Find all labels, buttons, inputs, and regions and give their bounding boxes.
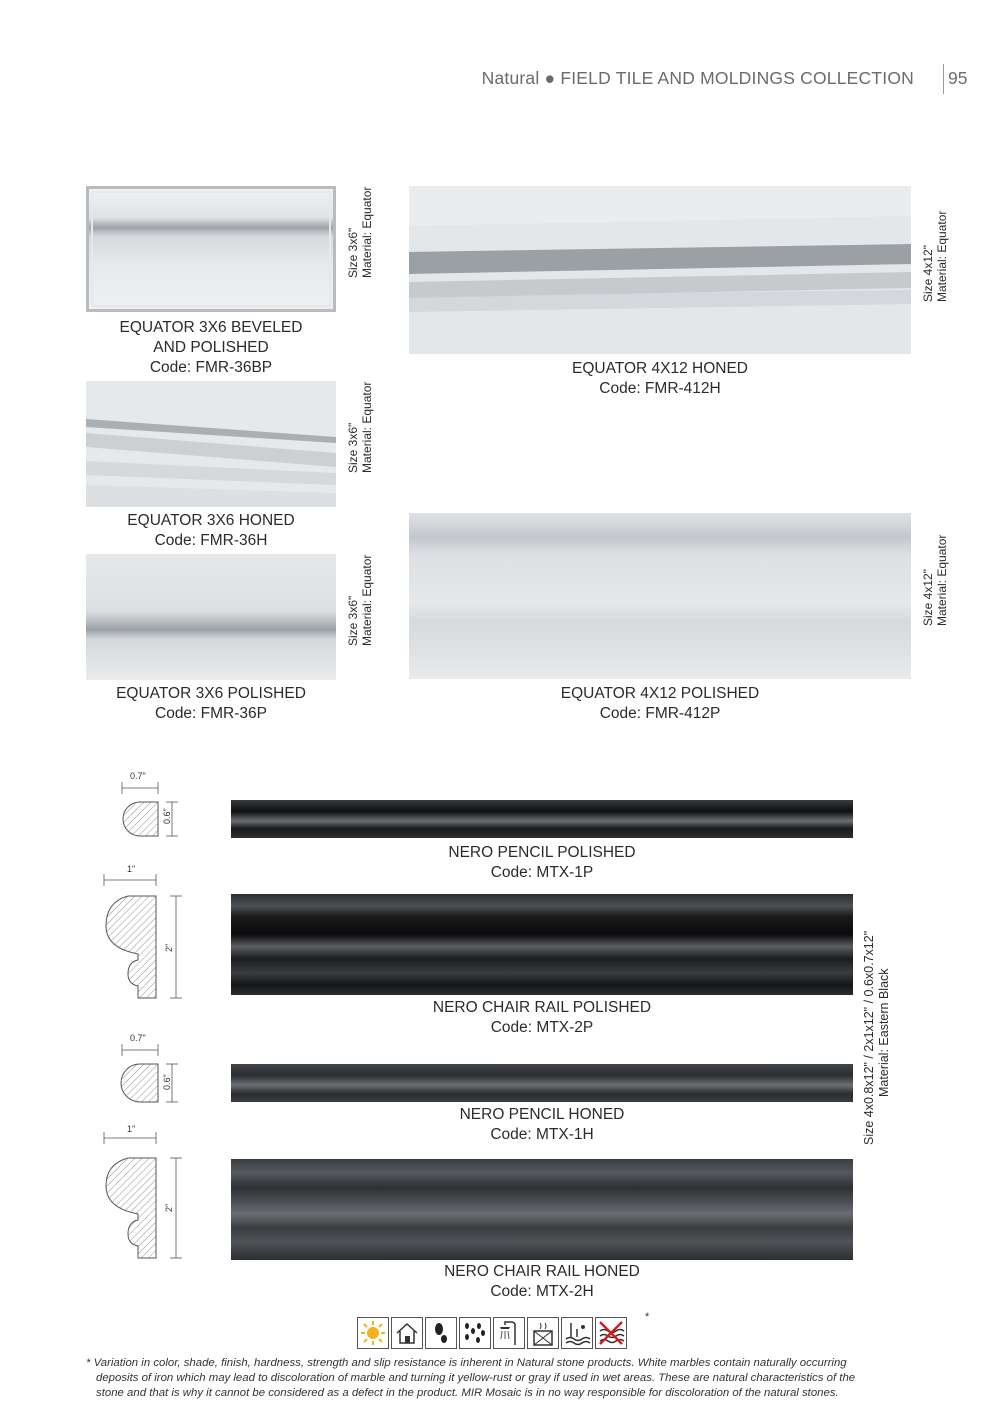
pencil-profile-drawing xyxy=(112,770,188,848)
height-dimension: 0.6" xyxy=(162,808,172,824)
tile-name: EQUATOR 3X6 POLISHED xyxy=(116,685,306,702)
header-divider xyxy=(943,64,944,94)
footnote-line: deposits of iron which may lead to discoloration of marble and turning it yellow-rust or gray if used in wet areas. These are natural characteristics of the xyxy=(96,1372,856,1384)
tile-size: Size 3x6" xyxy=(346,227,360,278)
height-dimension: 2" xyxy=(164,943,174,952)
molding-name: NERO CHAIR RAIL POLISHED xyxy=(432,999,652,1016)
tile-material: Material: Equator xyxy=(360,186,374,278)
molding-caption-mtx-2p xyxy=(231,998,853,1038)
tile-name: EQUATOR 4X12 HONED xyxy=(571,360,748,377)
tile-code: Code: FMR-412P xyxy=(599,705,721,722)
tile-size: Size 4x12" xyxy=(921,569,935,626)
height-dimension: 0.6" xyxy=(162,1074,172,1090)
tile-image-fmr-412p xyxy=(409,513,911,679)
moldings-size: Size 4x0.8x12" / 2x1x12" / 0.6x0.7x12" xyxy=(862,930,876,1145)
width-dimension: 1" xyxy=(127,1124,136,1134)
molding-caption-mtx-1p xyxy=(231,843,853,883)
tile-spec-fmr-36h xyxy=(346,382,374,473)
page-number: 95 xyxy=(948,68,968,88)
tile-code: Code: FMR-36H xyxy=(154,532,268,549)
width-dimension: 0.7" xyxy=(130,771,146,781)
shower-icon xyxy=(493,1317,525,1349)
no-waterline-icon xyxy=(595,1317,627,1349)
steam-room-icon xyxy=(527,1317,559,1349)
pencil-profile-drawing xyxy=(112,1032,188,1110)
molding-name: NERO PENCIL POLISHED xyxy=(448,844,636,861)
tile-caption-fmr-36p xyxy=(86,684,336,724)
molding-caption-mtx-1h xyxy=(231,1105,853,1145)
tile-code: Code: FMR-36P xyxy=(155,705,267,722)
footprint-icon xyxy=(425,1317,457,1349)
footnote-line: * Variation in color, shade, finish, hardness, strength and slip resistance is inherent in Natural stone products. White marbles contain naturally occurring xyxy=(86,1357,847,1369)
tile-size: Size 4x12" xyxy=(921,245,935,302)
tile-caption-fmr-36bp xyxy=(86,318,336,378)
home-icon xyxy=(391,1317,423,1349)
rail-image-mtx-1p xyxy=(231,800,853,838)
icons-asterisk: * xyxy=(645,1311,650,1323)
molding-code: Code: MTX-2P xyxy=(490,1019,594,1036)
moldings-material: Material: Eastern Black xyxy=(877,968,891,1097)
tile-material: Material: Equator xyxy=(935,210,949,302)
height-dimension: 2" xyxy=(164,1203,174,1212)
tile-image-fmr-36bp xyxy=(86,186,336,312)
molding-caption-mtx-2h xyxy=(231,1262,853,1302)
rail-image-mtx-2h xyxy=(231,1159,853,1260)
tile-name: EQUATOR 3X6 HONED xyxy=(127,512,295,529)
molding-name: NERO CHAIR RAIL HONED xyxy=(444,1263,640,1280)
moldings-spec xyxy=(862,931,892,1145)
width-dimension: 0.7" xyxy=(130,1033,146,1043)
molding-code: Code: MTX-2H xyxy=(490,1283,594,1300)
tile-image-fmr-36p xyxy=(86,554,336,680)
tile-image-fmr-36h xyxy=(86,381,336,507)
tile-code: Code: FMR-36BP xyxy=(149,359,273,376)
tile-spec-fmr-36p xyxy=(346,555,374,646)
rail-image-mtx-1h xyxy=(231,1064,853,1102)
tile-spec-fmr-36bp xyxy=(346,187,374,278)
tile-spec-fmr-412p xyxy=(921,535,949,626)
tile-name-line1: EQUATOR 3X6 BEVELED xyxy=(119,319,303,336)
chair-rail-profile-drawing xyxy=(98,1124,188,1264)
tile-image-fmr-412h xyxy=(409,186,911,354)
molding-code: Code: MTX-1H xyxy=(490,1126,594,1143)
tile-material: Material: Equator xyxy=(360,554,374,646)
tile-caption-fmr-412p xyxy=(409,684,911,724)
footnote-disclaimer xyxy=(86,1356,926,1401)
molding-code: Code: MTX-1P xyxy=(490,864,594,881)
usage-icons xyxy=(357,1317,629,1349)
collection-title: Natural ● FIELD TILE AND MOLDINGS COLLECTION xyxy=(481,68,914,88)
tile-name-line2: AND POLISHED xyxy=(153,339,269,356)
tile-material: Material: Equator xyxy=(360,381,374,473)
tile-spec-fmr-412h xyxy=(921,211,949,302)
foot-traffic-icon xyxy=(459,1317,491,1349)
tile-caption-fmr-412h xyxy=(409,359,911,399)
tile-size: Size 3x6" xyxy=(346,422,360,473)
sun-icon xyxy=(357,1317,389,1349)
chair-rail-profile-drawing xyxy=(98,862,188,1002)
molding-name: NERO PENCIL HONED xyxy=(459,1106,625,1123)
tile-caption-fmr-36h xyxy=(86,511,336,551)
tile-size: Size 3x6" xyxy=(346,595,360,646)
footnote-line: stone and that is why it cannot be considered as a defect in the product. MIR Mosaic is in no way responsible for discoloration of the natural stones. xyxy=(96,1387,839,1399)
tile-material: Material: Equator xyxy=(935,534,949,626)
tile-code: Code: FMR-412H xyxy=(599,380,721,397)
rail-image-mtx-2p xyxy=(231,894,853,995)
width-dimension: 1" xyxy=(127,864,136,874)
page-header xyxy=(0,62,1000,96)
pool-icon xyxy=(561,1317,593,1349)
tile-name: EQUATOR 4X12 POLISHED xyxy=(560,685,760,702)
